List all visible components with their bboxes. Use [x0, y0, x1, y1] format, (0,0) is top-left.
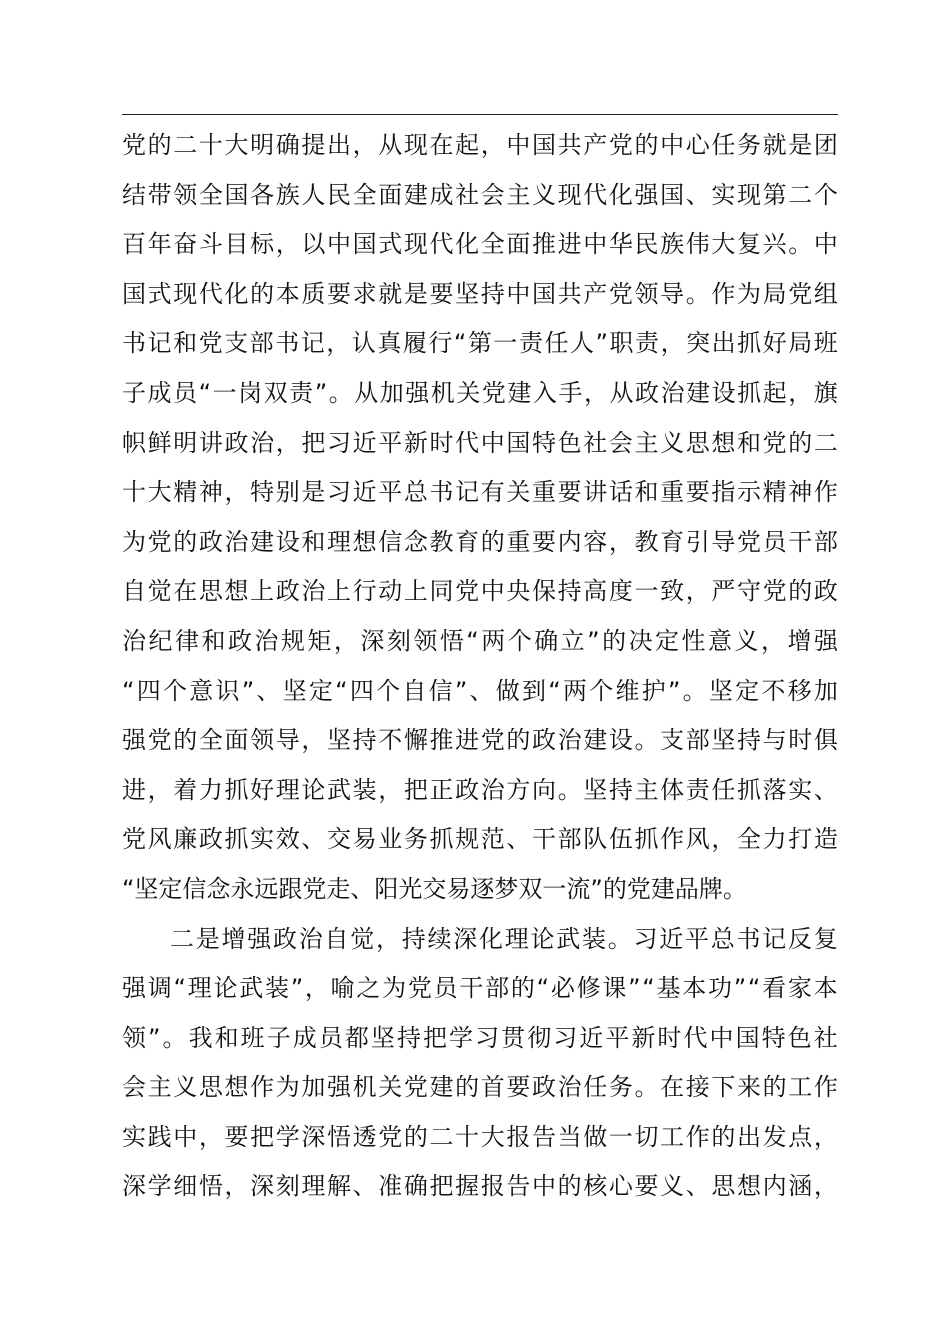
text-line: “坚定信念永远跟党走、阳光交易逐梦双一流”的党建品牌。: [122, 874, 747, 903]
text-line: 党 风 廉 政 抓 实 效 、 交 易 业 务 抓 规 范 、 干 部 队 伍 抓 作 风 ， 全 力 打 造: [122, 825, 838, 854]
text-line: 二 是 增 强 政 治 自 觉 ， 持 续 深 化 理 论 武 装 。 习 近 平 总 书 记 反 复: [170, 924, 838, 953]
document-body: [122, 121, 838, 1212]
text-line: 书 记 和 党 支 部 书 记 ， 认 真 履 行 “ 第 一 责 任 人 ” 职 责 ， 突 出 抓 好 局 班: [122, 329, 838, 358]
paragraph-1: [122, 121, 838, 915]
text-line: 治 纪 律 和 政 治 规 矩 ， 深 刻 领 悟 “ 两 个 确 立 ” 的 决 定 性 意 义 ， 增 强: [122, 626, 838, 655]
paragraph-2: [122, 915, 838, 1213]
text-line: 自 觉 在 思 想 上 政 治 上 行 动 上 同 党 中 央 保 持 高 度 一 致 ， 严 守 党 的 政: [122, 577, 838, 606]
text-line: 强 党 的 全 面 领 导 ， 坚 持 不 懈 推 进 党 的 政 治 建 设 。 支 部 坚 持 与 时 俱: [122, 726, 838, 755]
text-line: 为 党 的 政 治 建 设 和 理 想 信 念 教 育 的 重 要 内 容 ， 教 育 引 导 党 员 干 部: [122, 527, 838, 556]
text-line: 子 成 员 “ 一 岗 双 责 ” 。 从 加 强 机 关 党 建 入 手 ， 从 政 治 建 设 抓 起 ， 旗: [122, 378, 838, 407]
text-line: “ 四 个 意 识 ” 、 坚 定 “ 四 个 自 信 ” 、 做 到 “ 两 个 维 护 ” 。 坚 定 不 移 加: [122, 676, 838, 705]
text-line: 国 式 现 代 化 的 本 质 要 求 就 是 要 坚 持 中 国 共 产 党 领 导 。 作 为 局 党 组: [122, 279, 838, 308]
text-line: 结 带 领 全 国 各 族 人 民 全 面 建 成 社 会 主 义 现 代 化 强 国 、 实 现 第 二 个: [122, 180, 838, 209]
text-line: 会 主 义 思 想 作 为 加 强 机 关 党 建 的 首 要 政 治 任 务 。 在 接 下 来 的 工 作: [122, 1073, 838, 1102]
text-line: 实 践 中 ， 要 把 学 深 悟 透 党 的 二 十 大 报 告 当 做 一 切 工 作 的 出 发 点 ，: [122, 1122, 838, 1151]
text-line: 强 调 “ 理 论 武 装 ” ， 喻 之 为 党 员 干 部 的 “ 必 修 课 ” “ 基 本 功 ” “ 看 家 本: [122, 974, 838, 1003]
text-line: 十 大 精 神 ， 特 别 是 习 近 平 总 书 记 有 关 重 要 讲 话 和 重 要 指 示 精 神 作: [122, 478, 838, 507]
text-line: 领 ” 。 我 和 班 子 成 员 都 坚 持 把 学 习 贯 彻 习 近 平 新 时 代 中 国 特 色 社: [122, 1023, 838, 1052]
text-line: 帜 鲜 明 讲 政 治 ， 把 习 近 平 新 时 代 中 国 特 色 社 会 主 义 思 想 和 党 的 二: [122, 428, 838, 457]
text-line: 进 ， 着 力 抓 好 理 论 武 装 ， 把 正 政 治 方 向 。 坚 持 主 体 责 任 抓 落 实 、: [122, 775, 838, 804]
text-line: 党 的 二 十 大 明 确 提 出 ， 从 现 在 起 ， 中 国 共 产 党 的 中 心 任 务 就 是 团: [122, 131, 838, 159]
text-line: 深 学 细 悟 ， 深 刻 理 解 、 准 确 把 握 报 告 中 的 核 心 要 义 、 思 想 内 涵 ，: [122, 1172, 838, 1201]
header-rule: [122, 114, 838, 115]
text-line: 百 年 奋 斗 目 标 ， 以 中 国 式 现 代 化 全 面 推 进 中 华 民 族 伟 大 复 兴 。 中: [122, 230, 838, 259]
